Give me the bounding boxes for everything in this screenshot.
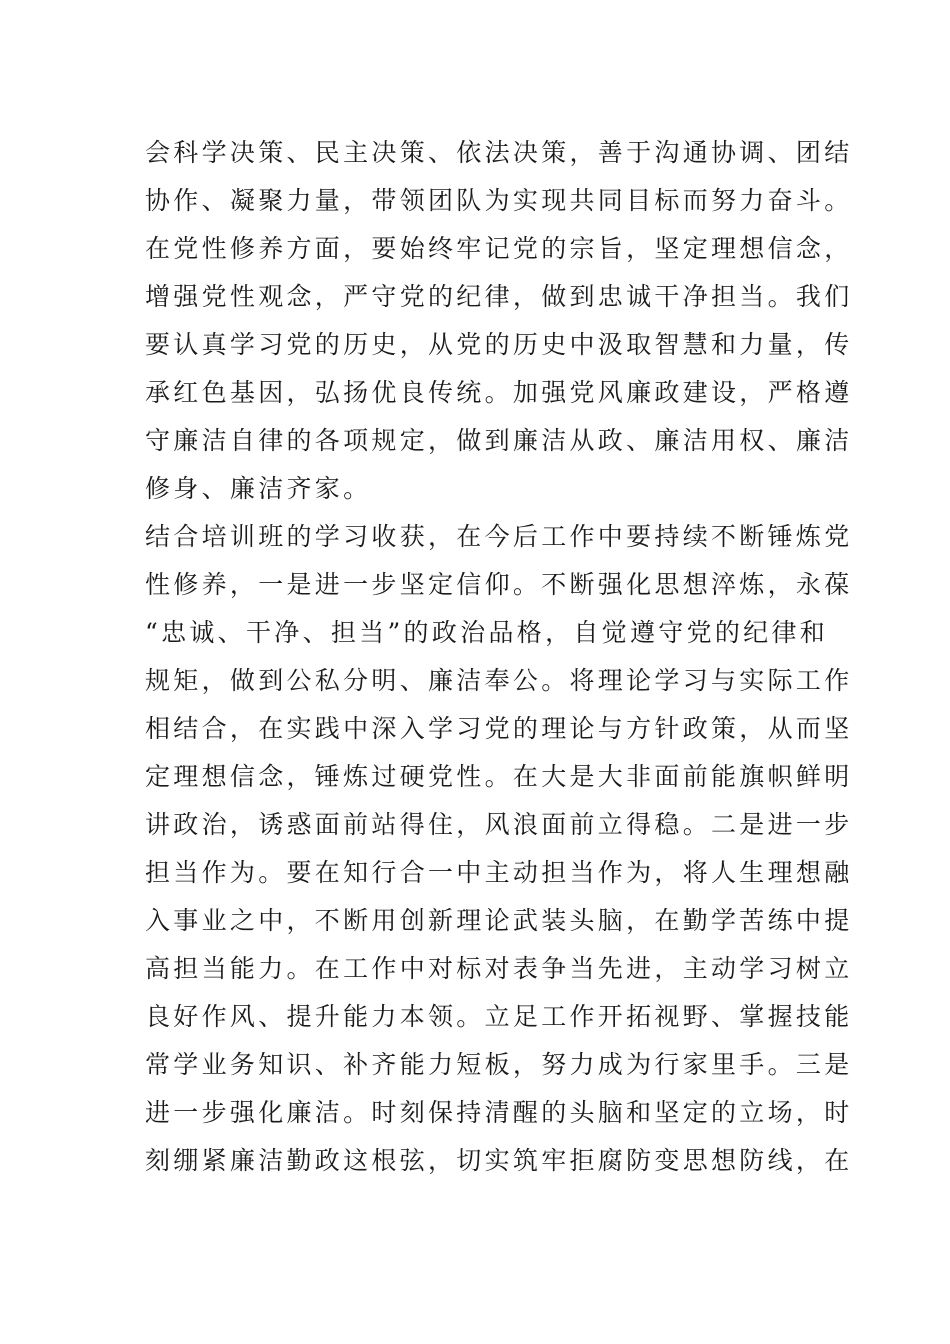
text-line: 进一步强化廉洁。时刻保持清醒的头脑和坚定的立场，时 <box>145 1098 853 1127</box>
text-line: 在党性修养方面，要始终牢记党的宗旨，坚定理想信念， <box>145 234 853 263</box>
text-line: 要认真学习党的历史，从党的历史中汲取智慧和力量，传 <box>145 330 853 359</box>
text-line: “忠诚、干净、担当”的政治品格，自觉遵守党的纪律和 <box>145 618 829 647</box>
text-line: 承红色基因，弘扬优良传统。加强党风廉政建设，严格遵 <box>145 378 853 407</box>
text-line: 协作、凝聚力量，带领团队为实现共同目标而努力奋斗。 <box>145 186 853 215</box>
text-line: 性修养，一是进一步坚定信仰。不断强化思想淬炼，永葆 <box>145 570 853 599</box>
text-line: 刻绷紧廉洁勤政这根弦，切实筑牢拒腐防变思想防线，在 <box>145 1146 853 1175</box>
text-line: 讲政治，诱惑面前站得住，风浪面前立得稳。二是进一步 <box>145 810 853 839</box>
text-line: 常学业务知识、补齐能力短板，努力成为行家里手。三是 <box>145 1050 853 1079</box>
text-line: 定理想信念，锤炼过硬党性。在大是大非面前能旗帜鲜明 <box>145 762 853 791</box>
text-line: 相结合，在实践中深入学习党的理论与方针政策，从而坚 <box>145 714 853 743</box>
text-line: 良好作风、提升能力本领。立足工作开拓视野、掌握技能 <box>145 1002 853 1031</box>
text-line: 会科学决策、民主决策、依法决策，善于沟通协调、团结 <box>145 138 853 167</box>
text-line: 规矩，做到公私分明、廉洁奉公。将理论学习与实际工作 <box>145 666 853 695</box>
text-line: 入事业之中，不断用创新理论武装头脑，在勤学苦练中提 <box>145 906 853 935</box>
text-line: 守廉洁自律的各项规定，做到廉洁从政、廉洁用权、廉洁 <box>145 426 853 455</box>
text-line: 修身、廉洁齐家。 <box>145 474 372 503</box>
text-line: 结合培训班的学习收获，在今后工作中要持续不断锤炼党 <box>145 522 853 551</box>
text-line: 高担当能力。在工作中对标对表争当先进，主动学习树立 <box>145 954 853 983</box>
text-line: 增强党性观念，严守党的纪律，做到忠诚干净担当。我们 <box>145 282 853 311</box>
text-line: 担当作为。要在知行合一中主动担当作为，将人生理想融 <box>145 858 853 887</box>
